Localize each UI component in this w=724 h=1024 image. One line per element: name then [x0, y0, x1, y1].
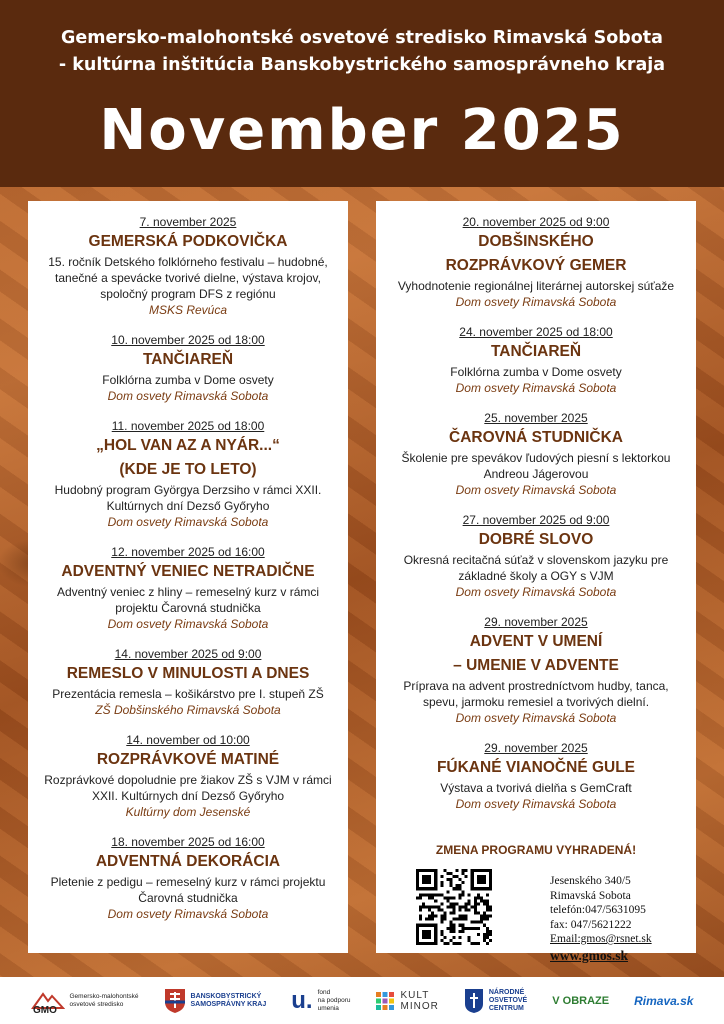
event-title: GEMERSKÁ PODKOVIČKA — [88, 233, 288, 250]
event-description: Vyhodnotenie regionálnej literárnej autorskej súťaže — [397, 279, 675, 293]
bbsk-logo-line2: SAMOSPRÁVNY KRAJ — [190, 1000, 267, 1008]
event-description: Výstava a tvorivá dielňa s GemCraft — [440, 781, 632, 795]
event-date: 12. november 2025 od 16:00 — [111, 545, 265, 559]
event-item — [28, 647, 348, 719]
event-title: REMESLO V MINULOSTI A DNES — [66, 665, 310, 682]
event-item — [28, 215, 348, 319]
institution-line: - kultúrna inštitúcia Banskobystrického samosprávneho kraja — [58, 55, 666, 75]
rimava-logo-text: Rimava.sk — [634, 993, 694, 1008]
event-venue: Dom osvety Rimavská Sobota — [107, 617, 269, 631]
event-date: 24. november 2025 od 18:00 — [459, 325, 613, 339]
gmo-logo-line2: osvetové stredisko — [69, 1000, 124, 1008]
event-description: Príprava na advent prostredníctvom hudby, tanca, spevu, jarmoku remesiel a tvorivých dielní. — [403, 679, 669, 709]
event-date: 14. november 2025 od 9:00 — [114, 647, 262, 661]
rimava-logo[interactable] — [634, 994, 693, 1008]
event-title: DOBRÉ SLOVO — [478, 531, 594, 548]
event-description: Pletenie z pedigu – remeselný kurz v rámci projektu Čarovná studnička — [50, 875, 326, 905]
right-column — [376, 201, 696, 963]
event-date: 18. november 2025 od 16:00 — [111, 835, 265, 849]
left-column — [28, 201, 348, 953]
contact-fax: fax: 047/5621222 — [550, 918, 632, 931]
event-description: Prezentácia remesla – košikárstvo pre I. stupeň ZŠ — [52, 687, 324, 701]
page-title: November 2025 — [99, 98, 625, 163]
event-description: Školenie pre spevákov ľudových piesní s lektorkou Andreou Jágerovou — [401, 451, 671, 481]
event-venue: MSKS Revúca — [148, 303, 228, 317]
event-title: DOBŠINSKÉHO ROZPRÁVKOVÝ GEMER — [445, 233, 627, 274]
event-venue: Dom osvety Rimavská Sobota — [455, 483, 617, 497]
event-item — [376, 741, 696, 813]
event-description: Rozprávkové dopoludnie pre žiakov ZŠ s VJM v rámci XXII. Kultúrnych dní Dezső Győryho — [44, 773, 332, 803]
event-date: 14. november od 10:00 — [126, 733, 250, 747]
event-date: 11. november 2025 od 18:00 — [111, 419, 265, 433]
left-event-list — [28, 201, 348, 923]
kultminor-grid-icon — [375, 991, 395, 1011]
contact-street: Jesenského 340/5 — [550, 875, 631, 887]
event-venue: Dom osvety Rimavská Sobota — [455, 711, 617, 725]
contact-email-link[interactable]: Email:gmos@rsnet.sk — [550, 933, 652, 945]
event-title: ČAROVNÁ STUDNIČKA — [449, 429, 623, 446]
header-banner — [0, 0, 724, 187]
contact-phone: telefón:047/5631095 — [550, 904, 646, 916]
qr-code-icon[interactable] — [416, 869, 492, 945]
event-item — [28, 733, 348, 821]
noc-logo[interactable] — [464, 988, 527, 1014]
event-item — [376, 513, 696, 601]
event-title: FÚKANÉ VIANOČNÉ GULE — [436, 759, 636, 776]
noc-logo-line1: NÁRODNÉ — [488, 988, 525, 996]
event-item — [376, 411, 696, 499]
event-description: 15. ročník Detského folklórneho festivalu – hudobné, tanečné a spevácke tvorivé dielne, výstava krojov, spoločný program DFS z regiónu — [48, 255, 328, 301]
event-title: TANČIAREŇ — [490, 343, 582, 360]
event-item — [28, 835, 348, 923]
event-date: 27. november 2025 od 9:00 — [462, 513, 610, 527]
event-title: ADVENTNÁ DEKORÁCIA — [95, 853, 281, 870]
organizer-line: Gemersko-malohontské osvetové stredisko Rimavská Sobota — [61, 28, 663, 48]
website-link[interactable]: www.gmos.sk — [550, 947, 629, 963]
event-venue: Dom osvety Rimavská Sobota — [455, 797, 617, 811]
kult-logo-line2: MINOR — [400, 1000, 439, 1012]
event-item — [376, 615, 696, 727]
event-title: TANČIAREŇ — [142, 351, 234, 368]
bbsk-shield-icon — [164, 988, 186, 1014]
event-description: Folklórna zumba v Dome osvety — [102, 373, 274, 387]
event-title: ROZPRÁVKOVÉ MATINÉ — [96, 751, 280, 768]
event-venue: Dom osvety Rimavská Sobota — [107, 907, 269, 921]
noc-logo-line3: CENTRUM — [488, 1004, 524, 1012]
event-title: ADVENTNÝ VENIEC NETRADIČNE — [61, 563, 315, 580]
event-date: 29. november 2025 — [484, 741, 588, 755]
event-venue: Kultúrny dom Jesenské — [125, 805, 251, 819]
event-venue: Dom osvety Rimavská Sobota — [107, 515, 269, 529]
fpu-logo[interactable] — [291, 987, 350, 1015]
event-description: Okresná recitačná súťaž v slovenskom jazyku pre základné školy a OGY s VJM — [403, 553, 669, 583]
event-description: Adventný veniec z hliny – remeselný kurz v rámci projektu Čarovná studnička — [56, 585, 320, 615]
svg-text:GMO: GMO — [32, 1004, 57, 1014]
gmo-logo-line1: Gemersko-malohontské — [69, 992, 139, 1000]
program-change-notice: ZMENA PROGRAMU VYHRADENÁ! — [435, 843, 637, 857]
vobraze-logo-text: V OBRAZE — [552, 994, 610, 1007]
fpu-logo-line2: na podporu — [317, 996, 351, 1004]
event-venue: Dom osvety Rimavská Sobota — [455, 295, 617, 309]
event-title: „HOL VAN AZ A NYÁR...“ (KDE JE TO LETO) — [96, 437, 280, 478]
fpu-u-icon: u. — [291, 986, 313, 1014]
event-item — [28, 333, 348, 405]
event-venue: Dom osvety Rimavská Sobota — [107, 389, 269, 403]
bbsk-logo-line1: BANSKOBYSTRICKÝ — [190, 992, 262, 1000]
right-event-list — [376, 201, 696, 813]
event-title: ADVENT V UMENÍ – UMENIE V ADVENTE — [453, 633, 619, 674]
contact-city: Rimavská Sobota — [550, 889, 631, 902]
event-date: 10. november 2025 od 18:00 — [111, 333, 265, 347]
event-venue: Dom osvety Rimavská Sobota — [455, 585, 617, 599]
event-item — [28, 419, 348, 531]
gmo-logo-icon — [31, 988, 65, 1014]
fpu-logo-line1: fond — [317, 988, 331, 996]
event-description: Hudobný program Györgya Derzsiho v rámci XXII. Kultúrnych dní Dezső Győryho — [54, 483, 322, 513]
event-item — [28, 545, 348, 633]
kultminor-logo[interactable] — [375, 990, 438, 1012]
event-venue: Dom osvety Rimavská Sobota — [455, 381, 617, 395]
kult-logo-line1: KULT — [400, 989, 430, 1001]
vobraze-logo[interactable] — [552, 995, 609, 1007]
noc-emblem-icon — [464, 988, 484, 1014]
noc-logo-line2: OSVETOVÉ — [488, 996, 528, 1004]
gmo-logo[interactable] — [31, 988, 139, 1014]
bbsk-logo[interactable] — [164, 988, 267, 1014]
event-item — [376, 325, 696, 397]
event-venue: ZŠ Dobšinského Rimavská Sobota — [95, 703, 281, 717]
partner-logo-strip — [0, 977, 724, 1024]
fpu-logo-line3: umenia — [317, 1004, 339, 1012]
event-date: 7. november 2025 — [139, 215, 237, 229]
contact-block — [550, 874, 652, 963]
event-description: Folklórna zumba v Dome osvety — [450, 365, 622, 379]
event-item — [376, 215, 696, 311]
event-date: 20. november 2025 od 9:00 — [462, 215, 610, 229]
event-date: 29. november 2025 — [484, 615, 588, 629]
event-date: 25. november 2025 — [484, 411, 588, 425]
